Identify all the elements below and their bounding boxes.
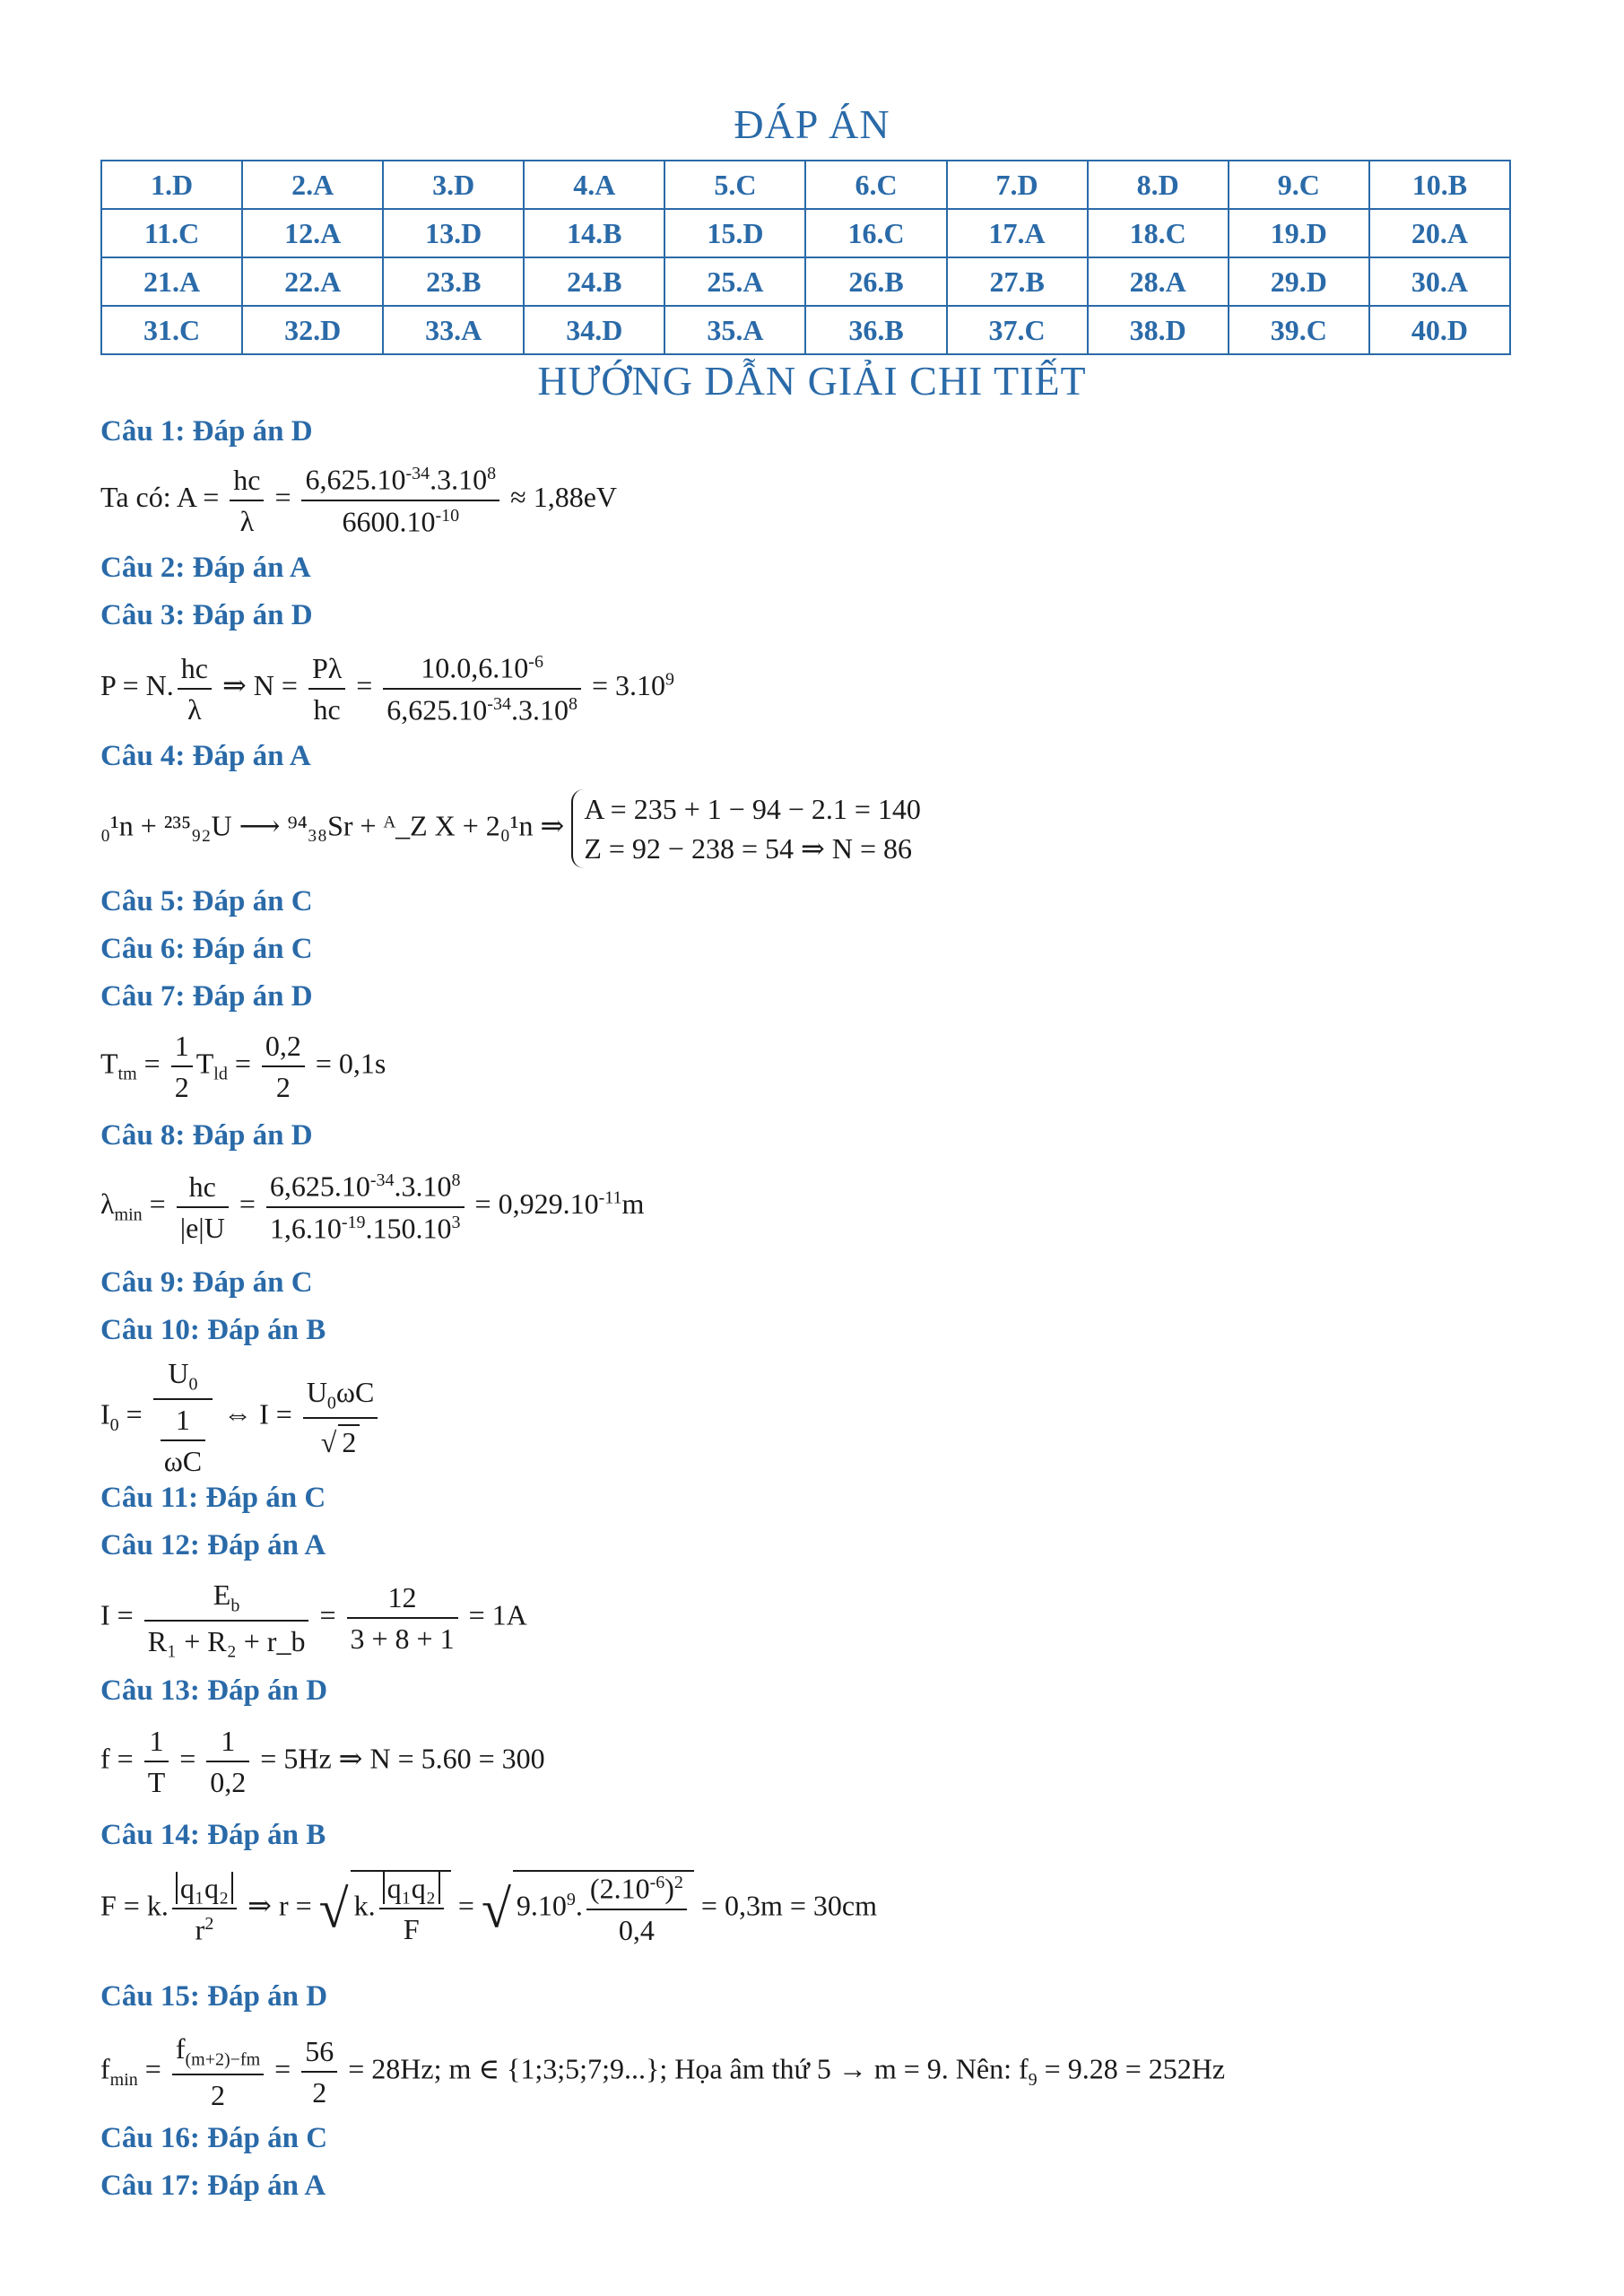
subscript: ld bbox=[213, 1064, 228, 1084]
answer-cell: 15.D bbox=[664, 209, 805, 257]
answer-cell: 29.D bbox=[1229, 257, 1369, 306]
question-5-heading: Câu 5: Đáp án C bbox=[100, 885, 313, 918]
reaction: ₀¹n + ²³⁵₉₂U ⟶ ⁹⁴₃₈Sr + ᴬ_Z X + 2₀¹n ⇒ bbox=[100, 809, 565, 842]
fraction bbox=[172, 2032, 264, 2112]
den-base: 6,625.10 bbox=[386, 693, 488, 726]
exponent: -34 bbox=[405, 464, 430, 483]
fraction bbox=[379, 1874, 444, 1944]
answer-cell: 8.D bbox=[1088, 161, 1229, 209]
solution-10: $I_0$ = $\frac{U_0}{\frac{1}{\omega C}}$ ⇔ I = $\frac{U_0\omega C}{√ 2}$ bbox=[100, 1359, 381, 1475]
num-base: 6,625.10 bbox=[305, 463, 406, 496]
numerator: 12 bbox=[347, 1583, 458, 1619]
denominator: ωC bbox=[163, 1445, 203, 1478]
question-2-heading: Câu 2: Đáp án A bbox=[100, 552, 311, 584]
numerator bbox=[379, 1874, 444, 1909]
eq-text: T bbox=[100, 1047, 118, 1080]
exponent: 9 bbox=[566, 1890, 576, 1910]
answer-cell: 35.A bbox=[664, 306, 805, 354]
fraction bbox=[347, 1581, 458, 1656]
subscript: 0 bbox=[326, 1393, 336, 1413]
question-9-heading: Câu 9: Đáp án C bbox=[100, 1266, 313, 1299]
numerator bbox=[172, 1874, 237, 1909]
eq-text: ⇒ N = bbox=[221, 669, 298, 701]
question-10-heading: Câu 10: Đáp án B bbox=[100, 1314, 326, 1346]
answer-cell: 10.B bbox=[1369, 161, 1510, 209]
denominator: 3 + 8 + 1 bbox=[350, 1622, 455, 1656]
denominator: |e|U bbox=[179, 1211, 225, 1244]
solution-14: F = k. $\frac{\text{q₁q₂}}{r^2}$ ⇒ r = √ k. $\frac{\text{q₁q₂}}{F}$ = √ 9.10$^9$. $\frac{(2.10^{-6})^2}{0,4}$ = 0,3m = 30cm bbox=[100, 1872, 877, 1946]
subscript: 0 bbox=[109, 1414, 119, 1435]
solution-12: I = $\frac{E_b}{\text{R₁ + R₂ + r\_b}}$ = $\frac{12}{3 + 8 + 1}$ = 1A bbox=[100, 1578, 527, 1658]
num-base: (2.10 bbox=[589, 1872, 650, 1905]
result: = 1A bbox=[468, 1598, 527, 1631]
subscript: m bbox=[246, 2049, 261, 2070]
eq-text: f = bbox=[100, 1742, 134, 1775]
numerator bbox=[172, 2034, 264, 2075]
num-base: U bbox=[168, 1357, 189, 1389]
denominator: √ 2 bbox=[303, 1419, 378, 1457]
answer-cell: 22.A bbox=[242, 257, 383, 306]
answer-cell: 9.C bbox=[1229, 161, 1369, 209]
answer-cell: 37.C bbox=[947, 306, 1088, 354]
question-17-heading: Câu 17: Đáp án A bbox=[100, 2170, 326, 2202]
eq-text: P = N. bbox=[100, 669, 174, 701]
numerator: 0,2 bbox=[262, 1031, 305, 1067]
denominator: F bbox=[403, 1913, 420, 1946]
subscript: b bbox=[230, 1596, 240, 1616]
exponent: 8 bbox=[487, 464, 497, 483]
answer-cell: 11.C bbox=[101, 209, 242, 257]
eq-text: F = k. bbox=[100, 1889, 169, 1922]
num-tail: .3.10 bbox=[430, 463, 488, 496]
answer-cell: 17.A bbox=[947, 209, 1088, 257]
num-base: 10.0,6.10 bbox=[421, 651, 529, 684]
result: = 9.28 = 252Hz bbox=[1044, 2052, 1226, 2085]
denominator bbox=[153, 1400, 213, 1478]
exponent: -6 bbox=[528, 652, 543, 672]
answer-cell: 19.D bbox=[1229, 209, 1369, 257]
question-1-heading: Câu 1: Đáp án D bbox=[100, 415, 313, 448]
numerator bbox=[303, 1378, 378, 1419]
answer-cell: 24.B bbox=[524, 257, 664, 306]
answer-cell: 20.A bbox=[1369, 209, 1510, 257]
solution-7: $T_{tm}$ = $\frac{1}{2}$ $T_{ld}$ = $\frac{0,2}{2}$ = 0,1s bbox=[100, 1030, 386, 1103]
subscript: min bbox=[109, 2069, 138, 2090]
exponent: -34 bbox=[487, 693, 511, 714]
denominator bbox=[383, 690, 581, 725]
eq-text: ⇒ r = bbox=[248, 1889, 312, 1922]
question-12-heading: Câu 12: Đáp án A bbox=[100, 1529, 326, 1561]
solution-13: f = $\frac{1}{T}$ = $\frac{1}{0,2}$ = 5Hz ⇒ N = 5.60 = 300 bbox=[100, 1725, 545, 1798]
numerator: 1 bbox=[206, 1726, 249, 1762]
denominator: R₁ + R₂ + r_b bbox=[147, 1625, 306, 1658]
numerator: 1 bbox=[161, 1405, 205, 1441]
denominator: λ bbox=[239, 504, 255, 537]
eq-text: 9.10 bbox=[516, 1889, 567, 1922]
den-tail: .150.10 bbox=[365, 1212, 452, 1245]
answer-cell: 16.C bbox=[805, 209, 946, 257]
exponent: -10 bbox=[435, 505, 460, 526]
numerator bbox=[153, 1359, 213, 1400]
question-4-heading: Câu 4: Đáp án A bbox=[100, 740, 311, 772]
answer-cell: 21.A bbox=[101, 257, 242, 306]
result: ≈ 1,88eV bbox=[510, 481, 618, 513]
subscript: min bbox=[114, 1205, 143, 1225]
solution-3: P = N. $\frac{hc}{\lambda}$ ⇒ N = $\frac{P\lambda}{hc}$ = $\frac{10.0,6.10^{-6}}{6,625.10^{-34}.3.10^8}$ = $3.10^9$ bbox=[100, 651, 675, 726]
exponent: 8 bbox=[451, 1170, 461, 1190]
subscript: tm bbox=[117, 1064, 137, 1084]
num-base: 6,625.10 bbox=[269, 1170, 370, 1203]
page-title: ĐÁP ÁN bbox=[734, 101, 890, 147]
fraction bbox=[144, 1726, 169, 1796]
answer-cell: 32.D bbox=[242, 306, 383, 354]
num-tail: ωC bbox=[335, 1376, 375, 1408]
solution-1: Ta có: A = $\frac{hc}{\lambda}$ = $\frac{6,625.10^{-34}.3.10^8}{6600.10^{-10}}$ ≈ 1,88eV bbox=[100, 463, 618, 538]
solution-8: $\lambda_{min}$ = $\frac{hc}{|e|U}$ = $\frac{6,625.10^{-34}.3.10^8}{1,6.10^{-19}.150.10^3}$ = $0,929.10^{-11}m$ bbox=[100, 1170, 645, 1245]
answer-cell: 14.B bbox=[524, 209, 664, 257]
denominator: hc bbox=[313, 692, 341, 726]
fraction bbox=[301, 2037, 337, 2107]
sqrt-radicand: 2 bbox=[338, 1424, 360, 1457]
result: = 0,929.10 bbox=[474, 1187, 599, 1220]
exponent: -6 bbox=[649, 1873, 665, 1892]
result: = 0,1s bbox=[315, 1047, 386, 1080]
answer-cell: 39.C bbox=[1229, 306, 1369, 354]
eq-text: T bbox=[195, 1047, 214, 1080]
table-row bbox=[101, 257, 1510, 306]
fraction bbox=[178, 651, 212, 726]
system-line-2: Z = 92 − 238 = 54 ⇒ N = 86 bbox=[584, 832, 912, 865]
fraction bbox=[206, 1726, 249, 1796]
answer-cell: 18.C bbox=[1088, 209, 1229, 257]
numerator bbox=[301, 465, 499, 501]
den-base: 6600.10 bbox=[342, 505, 436, 538]
exponent: -34 bbox=[369, 1170, 395, 1190]
numerator: hc bbox=[177, 1172, 229, 1208]
fraction bbox=[308, 651, 345, 726]
answer-cell: 27.B bbox=[947, 257, 1088, 306]
exponent: 8 bbox=[568, 693, 578, 714]
sqrt-icon: √ bbox=[481, 1879, 511, 1939]
system-line-1: A = 235 + 1 − 94 − 2.1 = 140 bbox=[584, 793, 921, 825]
answer-table bbox=[100, 160, 1511, 355]
answer-cell: 36.B bbox=[805, 306, 946, 354]
denominator: 0,4 bbox=[618, 1913, 655, 1946]
answer-cell: 25.A bbox=[664, 257, 805, 306]
eq-text: = 28Hz; m ∈ {1;3;5;7;9...}; Họa âm thứ 5 → m = 9. Nên: f bbox=[348, 2052, 1029, 2085]
denominator: 2 bbox=[174, 1071, 189, 1103]
subscript: (m+2)−f bbox=[185, 2049, 247, 2070]
fraction bbox=[144, 1580, 309, 1656]
fraction bbox=[171, 1031, 193, 1101]
eq-text: f bbox=[100, 2052, 110, 2085]
question-11-heading: Câu 11: Đáp án C bbox=[100, 1482, 326, 1514]
answer-cell: 38.D bbox=[1088, 306, 1229, 354]
answer-cell: 28.A bbox=[1088, 257, 1229, 306]
denominator: 2 bbox=[210, 2079, 225, 2112]
eq-text: I bbox=[100, 1397, 110, 1431]
equation-system bbox=[571, 789, 921, 868]
table-row bbox=[101, 161, 1510, 209]
exponent: 2 bbox=[673, 1873, 683, 1892]
denominator bbox=[266, 1208, 465, 1243]
num-base: E bbox=[213, 1578, 231, 1611]
absolute-value: q₁q₂ bbox=[383, 1872, 440, 1904]
num-base: U bbox=[306, 1376, 327, 1408]
unit: m bbox=[621, 1187, 645, 1220]
table-row bbox=[101, 209, 1510, 257]
absolute-value: q₁q₂ bbox=[176, 1872, 233, 1904]
eq-text: Ta có: A = bbox=[100, 481, 220, 513]
table-row bbox=[101, 306, 1510, 354]
result: = 3.10 bbox=[591, 669, 666, 701]
sqrt-body bbox=[351, 1870, 451, 1944]
result: = 0,3m = 30cm bbox=[700, 1889, 877, 1922]
fraction bbox=[177, 1172, 229, 1242]
numerator: hc bbox=[178, 654, 212, 690]
answer-cell: 13.D bbox=[383, 209, 524, 257]
fraction bbox=[230, 465, 264, 535]
num-tail: .3.10 bbox=[394, 1170, 452, 1203]
answer-cell: 12.A bbox=[242, 209, 383, 257]
solution-4 bbox=[100, 789, 921, 868]
denominator bbox=[172, 1909, 237, 1944]
eq-text: k. bbox=[353, 1889, 376, 1922]
sqrt-body: 9.10$^9$. $\frac{(2.10^{-6})^2}{0,4}$ bbox=[513, 1870, 694, 1944]
exponent: -19 bbox=[341, 1212, 366, 1232]
answer-cell: 26.B bbox=[805, 257, 946, 306]
exponent: 2 bbox=[204, 1914, 214, 1934]
fraction bbox=[153, 1357, 213, 1478]
answer-cell: 4.A bbox=[524, 161, 664, 209]
answer-cell: 5.C bbox=[664, 161, 805, 209]
question-13-heading: Câu 13: Đáp án D bbox=[100, 1674, 328, 1707]
exponent: -11 bbox=[598, 1187, 622, 1208]
exponent: 9 bbox=[665, 669, 675, 690]
fraction bbox=[301, 463, 499, 538]
question-3-heading: Câu 3: Đáp án D bbox=[100, 599, 313, 631]
numerator: 1 bbox=[171, 1031, 193, 1067]
fraction bbox=[161, 1404, 205, 1478]
denominator: λ bbox=[187, 692, 202, 726]
answer-cell: 40.D bbox=[1369, 306, 1510, 354]
denominator: T bbox=[147, 1766, 166, 1798]
solution-15: $f_{min}$ = $\frac{f_{(m+2)-fm}}{2}$ = $\frac{56}{2}$ = 28Hz; m ∈ {1;3;5;7;9...}; Họa âm thứ 5 → m = 9. Nên: $f_9 = 9.28 = 252Hz$ bbox=[100, 2032, 1226, 2112]
answer-cell: 7.D bbox=[947, 161, 1088, 209]
answer-cell: 6.C bbox=[805, 161, 946, 209]
fraction bbox=[262, 1031, 305, 1101]
numerator: Pλ bbox=[308, 654, 345, 690]
den-tail: .3.10 bbox=[510, 693, 569, 726]
denominator: 0,2 bbox=[210, 1766, 247, 1798]
den-base: r bbox=[195, 1913, 205, 1946]
answer-cell: 34.D bbox=[524, 306, 664, 354]
answer-cell: 30.A bbox=[1369, 257, 1510, 306]
answer-cell: 31.C bbox=[101, 306, 242, 354]
exponent: 3 bbox=[451, 1212, 461, 1232]
den-base: 1,6.10 bbox=[269, 1212, 342, 1245]
numerator: hc bbox=[230, 465, 264, 501]
question-6-heading: Câu 6: Đáp án C bbox=[100, 933, 313, 965]
num-tail: ) bbox=[664, 1872, 674, 1905]
subscript: 9 bbox=[1028, 2069, 1038, 2090]
result: = 5Hz ⇒ N = 5.60 = 300 bbox=[260, 1742, 545, 1775]
numerator bbox=[383, 653, 581, 690]
fraction bbox=[266, 1170, 465, 1245]
question-7-heading: Câu 7: Đáp án D bbox=[100, 980, 313, 1013]
fraction bbox=[586, 1874, 687, 1944]
fraction bbox=[383, 653, 581, 724]
answer-cell: 2.A bbox=[242, 161, 383, 209]
question-8-heading: Câu 8: Đáp án D bbox=[100, 1119, 313, 1152]
answer-cell: 3.D bbox=[383, 161, 524, 209]
sqrt-icon: √ bbox=[318, 1879, 349, 1939]
eq-text: I = bbox=[100, 1598, 134, 1631]
numerator bbox=[586, 1874, 687, 1910]
question-16-heading: Câu 16: Đáp án C bbox=[100, 2122, 328, 2154]
numerator bbox=[266, 1171, 465, 1208]
eq-text: λ bbox=[100, 1187, 115, 1220]
denominator: 2 bbox=[275, 1071, 291, 1103]
numerator: 1 bbox=[144, 1726, 169, 1762]
numerator: 56 bbox=[301, 2037, 337, 2073]
subscript: 0 bbox=[188, 1374, 198, 1395]
answer-cell: 33.A bbox=[383, 306, 524, 354]
numerator bbox=[144, 1580, 309, 1622]
denominator bbox=[301, 501, 499, 536]
section-subtitle: HƯỚNG DẪN GIẢI CHI TIẾT bbox=[537, 358, 1087, 404]
num-base: f bbox=[175, 2032, 186, 2065]
question-14-heading: Câu 14: Đáp án B bbox=[100, 1819, 326, 1851]
answer-cell: 1.D bbox=[101, 161, 242, 209]
question-15-heading: Câu 15: Đáp án D bbox=[100, 1980, 328, 2013]
denominator: 2 bbox=[312, 2076, 327, 2109]
answer-cell: 23.B bbox=[383, 257, 524, 306]
fraction bbox=[172, 1874, 237, 1944]
fraction bbox=[303, 1378, 378, 1457]
eq-text: ⇔ I = bbox=[223, 1397, 292, 1431]
